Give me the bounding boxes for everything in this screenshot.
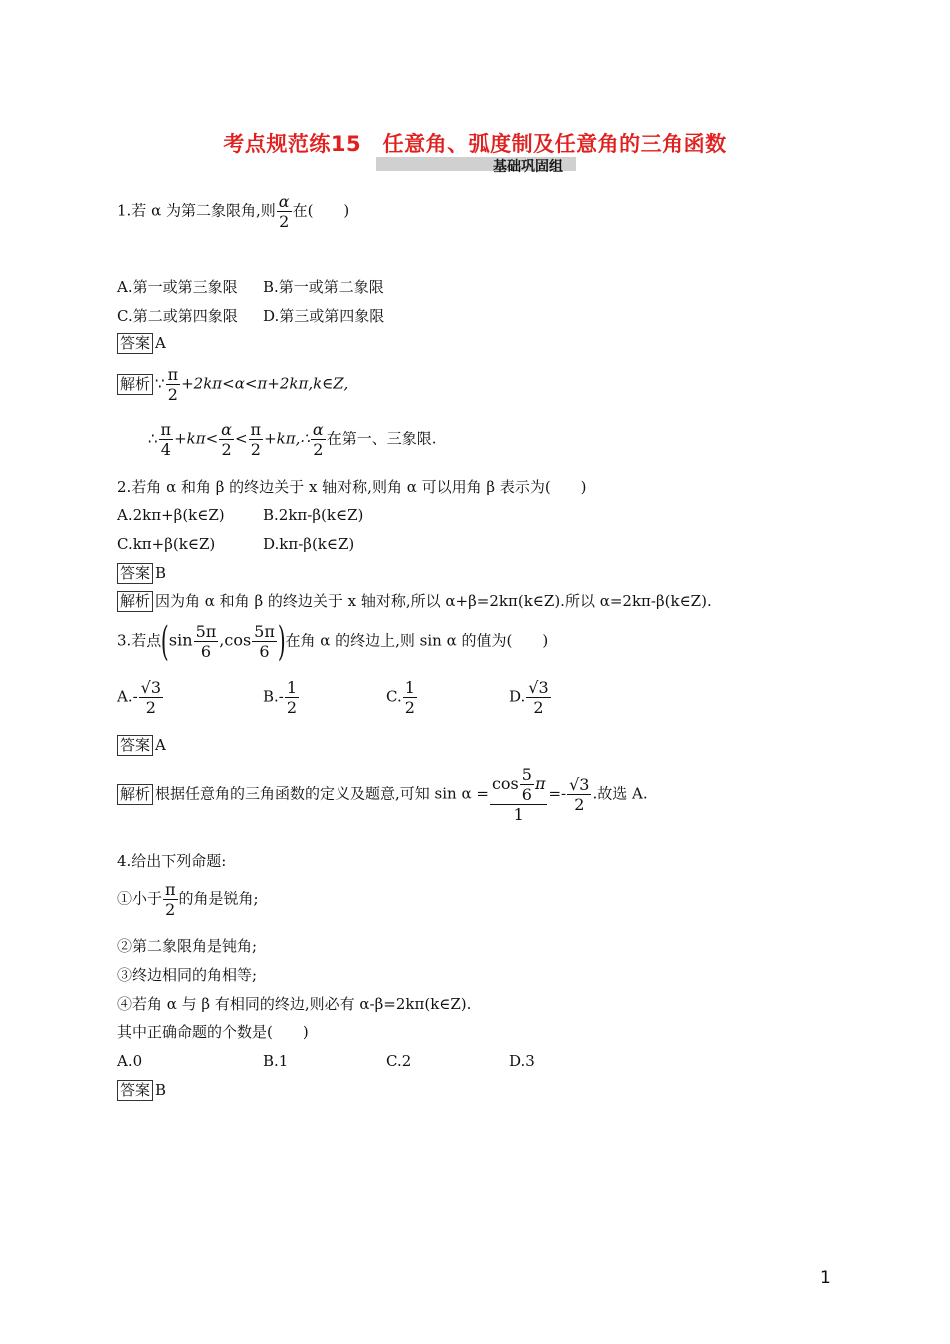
answer-tag: 答案 <box>117 563 153 584</box>
answer-tag: 答案 <box>117 333 153 354</box>
q3-optB-pre: B.- <box>263 687 284 706</box>
q4-p1-pre: ①小于 <box>117 889 163 908</box>
q3-optD-pre: D. <box>509 687 526 706</box>
q3-pre: 3.若点 <box>117 631 162 650</box>
q1-analysis-line2 <box>148 420 436 459</box>
q1-a1-pre: ∵ <box>155 374 165 393</box>
q4-proposition-1 <box>117 880 259 919</box>
q1-frac-den: 2 <box>279 212 290 231</box>
q3-stem <box>117 618 549 665</box>
q3-answer: A <box>155 736 166 754</box>
q3-option-c <box>386 678 418 717</box>
q1-option-c: C.第二或第四象限 <box>117 307 238 325</box>
q4-option-a: A.0 <box>117 1052 143 1070</box>
q4-option-b: B.1 <box>263 1052 289 1070</box>
analysis-tag: 解析 <box>117 591 153 612</box>
q1-stem-post: 在( ) <box>292 201 350 220</box>
q3-cos: cos <box>224 630 252 650</box>
q3-optA-den: 2 <box>145 698 156 717</box>
q1-a2-frac1 <box>159 420 174 459</box>
analysis-tag: 解析 <box>117 374 153 395</box>
q3-an-bignum <box>490 765 548 804</box>
q3-an-mid: =- <box>548 784 567 803</box>
q3-sin: sin <box>168 630 193 650</box>
q1-a2-d2: 2 <box>221 440 232 459</box>
q3-optD-frac <box>526 678 550 717</box>
q2-answer: B <box>155 564 167 582</box>
q3-optD-den: 2 <box>533 698 544 717</box>
q2-analysis-text: 因为角 α 和角 β 的终边关于 x 轴对称,所以 α+β=2kπ(k∈Z).所以 α=2kπ-β(k∈Z). <box>155 592 712 610</box>
q3-comma: , <box>219 630 225 650</box>
q3-optC-den: 2 <box>404 698 415 717</box>
q3-optD-num: √3 <box>528 678 549 697</box>
left-paren: ( <box>161 618 170 665</box>
q2-analysis <box>117 591 712 612</box>
q1-a2-m3: +kπ,∴ <box>264 429 310 448</box>
q3-an-post: .故选 A. <box>592 784 648 803</box>
q4-p1-frac <box>163 880 178 919</box>
q3-n2: 5π <box>254 622 275 641</box>
q2-option-a: A.2kπ+β(k∈Z) <box>117 506 225 524</box>
q4-answer-row <box>117 1080 166 1101</box>
section-subtitle: 基础巩固组 <box>493 159 563 175</box>
q1-a2-n3: π <box>250 420 262 439</box>
q3-an-den: 1 <box>513 805 524 824</box>
q2-option-c: C.kπ+β(k∈Z) <box>117 535 216 553</box>
q3-an-d: 6 <box>521 785 532 804</box>
q4-p1-post: 的角是锐角; <box>178 889 259 908</box>
q4-ask: 其中正确命题的个数是( ) <box>117 1023 309 1041</box>
q3-an-rfrac <box>567 775 591 814</box>
q1-a2-n4: α <box>312 420 324 439</box>
q1-a2-frac4 <box>311 420 326 459</box>
q3-post: 在角 α 的终边上,则 sin α 的值为( ) <box>285 631 549 650</box>
q3-optC-num: 1 <box>404 678 415 697</box>
q1-option-d: D.第三或第四象限 <box>263 307 385 325</box>
q3-an-innerfrac <box>520 765 534 804</box>
page-number: 1 <box>820 1268 831 1288</box>
q3-frac1 <box>194 622 219 661</box>
q3-optA-frac <box>139 678 163 717</box>
q1-a2-m1: +kπ< <box>174 429 219 448</box>
q1-a2-m2: < <box>234 429 248 448</box>
q4-option-d: D.3 <box>509 1052 535 1070</box>
q1-a2-d4: 2 <box>313 440 324 459</box>
q3-an-bigfrac <box>490 765 548 824</box>
q1-stem <box>117 192 349 231</box>
q1-a2-d3: 2 <box>250 440 261 459</box>
q1-option-b: B.第一或第二象限 <box>263 278 384 296</box>
q3-optA-num: √3 <box>140 678 162 697</box>
q1-a2-n2: α <box>221 420 232 439</box>
q3-an-rd: 2 <box>574 795 585 814</box>
q3-option-d <box>509 678 552 717</box>
answer-tag: 答案 <box>117 1080 153 1101</box>
q4-proposition-4: ④若角 α 与 β 有相同的终边,则必有 α-β=2kπ(k∈Z). <box>117 995 472 1013</box>
q4-option-c: C.2 <box>386 1052 412 1070</box>
q1-answer: A <box>155 334 166 352</box>
q1-a1-frac <box>166 365 181 404</box>
q3-optB-den: 2 <box>286 698 298 717</box>
q1-option-a: A.第一或第三象限 <box>117 278 238 296</box>
q4-p1-den: 2 <box>165 900 176 919</box>
q3-optC-frac <box>403 678 417 717</box>
q3-analysis <box>117 765 648 824</box>
q1-a2-pre: ∴ <box>148 429 158 448</box>
q4-proposition-3: ③终边相同的角相等; <box>117 966 258 984</box>
q3-an-pre: 根据任意角的三角函数的定义及题意,可知 sin α = <box>155 784 489 803</box>
q2-answer-row <box>117 563 166 584</box>
q1-a1-den: 2 <box>167 385 178 404</box>
q3-d1: 6 <box>200 642 211 661</box>
q1-a2-n1: π <box>160 420 172 439</box>
q4-answer: B <box>155 1081 167 1099</box>
q3-an-rn: √3 <box>569 775 590 794</box>
q4-stem: 4.给出下列命题: <box>117 852 227 870</box>
q3-frac2 <box>252 622 277 661</box>
q3-optA-pre: A.- <box>117 687 138 706</box>
q1-analysis-line1 <box>117 365 348 404</box>
q3-an-cos: cos <box>491 774 519 793</box>
q1-a2-post: 在第一、三象限. <box>326 429 437 448</box>
right-paren: ) <box>277 618 286 665</box>
q3-d2: 6 <box>259 642 270 661</box>
q1-a2-frac2 <box>219 420 234 459</box>
q1-fraction <box>277 192 292 231</box>
analysis-tag: 解析 <box>117 784 153 805</box>
q1-answer-row <box>117 333 166 354</box>
q3-optB-frac <box>285 678 299 717</box>
page-title: 考点规范练15 任意角、弧度制及任意角的三角函数 <box>223 132 727 156</box>
q1-a1-num: π <box>167 365 179 384</box>
q3-an-n: 5 <box>521 765 532 784</box>
q3-an-pi: π <box>534 774 546 793</box>
q1-stem-pre: 1.若 α 为第二象限角,则 <box>117 201 276 220</box>
q3-option-a <box>117 678 164 717</box>
answer-tag: 答案 <box>117 735 153 756</box>
q1-frac-num: α <box>278 192 290 211</box>
q4-p1-num: π <box>165 880 176 899</box>
q2-stem: 2.若角 α 和角 β 的终边关于 x 轴对称,则角 α 可以用角 β 表示为( ) <box>117 478 587 496</box>
q2-option-b: B.2kπ-β(k∈Z) <box>263 506 364 524</box>
q3-optB-num: 1 <box>286 678 298 697</box>
q1-a2-d1: 4 <box>160 440 171 459</box>
q2-option-d: D.kπ-β(k∈Z) <box>263 535 355 553</box>
q1-a2-frac3 <box>249 420 264 459</box>
q1-a1-post: +2kπ<α<π+2kπ,k∈Z, <box>181 374 349 393</box>
q3-option-b <box>263 678 300 717</box>
q4-proposition-2: ②第二象限角是钝角; <box>117 937 258 955</box>
q3-n1: 5π <box>195 622 217 641</box>
q3-answer-row <box>117 735 166 756</box>
q3-optC-pre: C. <box>386 687 402 706</box>
